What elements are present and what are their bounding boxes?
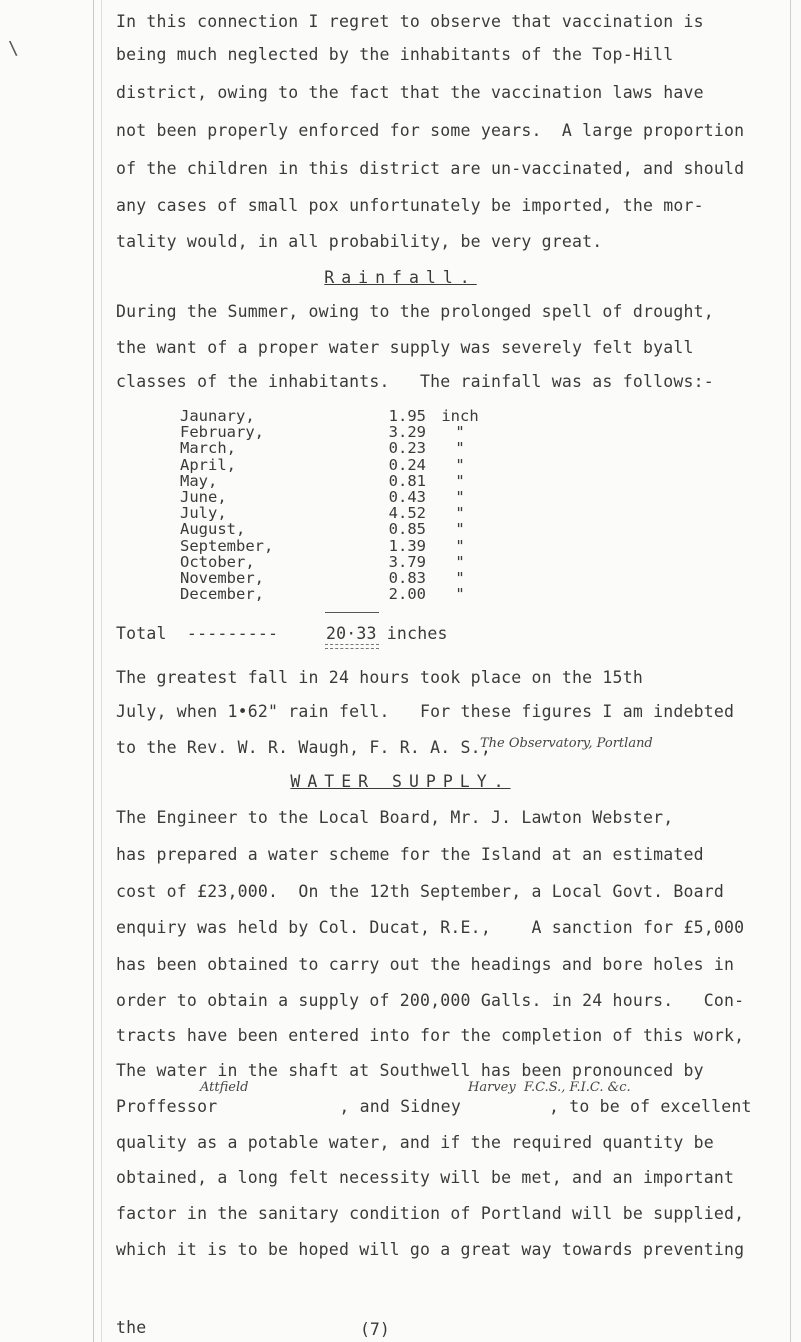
right-edge-rule: [790, 0, 791, 1342]
rainfall-month: September,: [180, 536, 274, 555]
rainfall-value: 1.95: [388, 407, 426, 426]
text-line: the: [116, 1318, 147, 1337]
rainfall-value: 0.85: [388, 520, 426, 539]
rainfall-unit: ": [455, 568, 465, 587]
rainfall-unit: ": [455, 520, 465, 539]
rainfall-row: [180, 538, 490, 554]
rainfall-row: [180, 457, 490, 473]
handwritten-name-attfield: Attfield: [200, 1080, 249, 1095]
text-line: quality as a potable water, and if the required quantity be: [116, 1133, 714, 1152]
rainfall-row: [180, 440, 490, 456]
handwritten-annotation: The Observatory, Portland: [480, 736, 653, 751]
text-line: to the Rev. W. R. Waugh, F. R. A. S.,: [116, 738, 491, 757]
margin-rule: [93, 0, 94, 1342]
text-line: obtained, a long felt necessity will be met, and an important: [116, 1168, 735, 1187]
handwritten-name-harvey: Harvey F.C.S., F.I.C. &c.: [468, 1080, 631, 1095]
rainfall-row: [180, 521, 490, 537]
rainfall-unit: ": [455, 488, 465, 507]
rainfall-unit: ": [455, 504, 465, 523]
text-line: The Engineer to the Local Board, Mr. J. Lawton Webster,: [116, 808, 674, 827]
text-line: Proffessor , and Sidney , to be of excellent: [116, 1097, 752, 1116]
rainfall-row: [180, 505, 490, 521]
rainfall-month: February,: [180, 423, 264, 442]
rainfall-unit: ": [455, 439, 465, 458]
text-line: has been obtained to carry out the headings and bore holes in: [116, 955, 735, 974]
total-label: Total ---------: [116, 624, 279, 643]
text-line: has prepared a water scheme for the Island at an estimated: [116, 845, 704, 864]
text-line: tality would, in all probability, be very great.: [116, 232, 603, 251]
rainfall-month: November,: [180, 568, 264, 587]
rainfall-month: August,: [180, 520, 246, 539]
text-line: classes of the inhabitants. The rainfall was as follows:-: [116, 372, 714, 391]
rainfall-month: June,: [180, 488, 227, 507]
water-supply-heading: WATER SUPPLY.: [290, 772, 511, 791]
rainfall-unit: ": [455, 423, 465, 442]
rainfall-unit: ": [455, 536, 465, 555]
rainfall-row: [180, 408, 490, 424]
text-line: being much neglected by the inhabitants of the Top-Hill: [116, 45, 674, 64]
rainfall-month: December,: [180, 585, 264, 604]
text-line: of the children in this district are un-vaccinated, and should: [116, 159, 745, 178]
text-line: cost of £23,000. On the 12th September, a Local Govt. Board: [116, 882, 725, 901]
text-line: any cases of small pox unfortunately be imported, the mor-: [116, 196, 704, 215]
text-line: The greatest fall in 24 hours took place on the 15th: [116, 668, 643, 687]
rainfall-month: July,: [180, 504, 227, 523]
rainfall-unit: ": [455, 471, 465, 490]
rainfall-value: 0.24: [388, 455, 426, 474]
rainfall-value: 0.23: [388, 439, 426, 458]
margin-rule-inner: [101, 0, 102, 1342]
rainfall-unit: ": [455, 455, 465, 474]
rainfall-value: 1.39: [388, 536, 426, 555]
rainfall-row: [180, 489, 490, 505]
total-value: 20·33 inches: [326, 624, 448, 643]
rainfall-value: 3.79: [388, 552, 426, 571]
rainfall-unit: inch: [441, 407, 479, 426]
rainfall-row: [180, 424, 490, 440]
rainfall-unit: ": [455, 552, 465, 571]
text-line: enquiry was held by Col. Ducat, R.E., A sanction for £5,000: [116, 918, 745, 937]
stray-mark: \: [8, 38, 19, 59]
rainfall-value: 4.52: [388, 504, 426, 523]
page-number: (7): [360, 1320, 390, 1339]
text-line: During the Summer, owing to the prolonged spell of drought,: [116, 302, 714, 321]
text-line: The water in the shaft at Southwell has been pronounced by: [116, 1061, 704, 1080]
rainfall-unit: ": [455, 585, 465, 604]
text-line: district, owing to the fact that the vaccination laws have: [116, 83, 704, 102]
total-rule: [325, 612, 379, 613]
rainfall-row: [180, 473, 490, 489]
text-line: order to obtain a supply of 200,000 Galls. in 24 hours. Con-: [116, 991, 745, 1010]
text-line: factor in the sanitary condition of Portland will be supplied,: [116, 1204, 745, 1223]
rainfall-heading: Rainfall.: [324, 268, 477, 287]
rainfall-value: 3.29: [388, 423, 426, 442]
text-line: July, when 1•62" rain fell. For these figures I am indebted: [116, 702, 735, 721]
rainfall-value: 0.83: [388, 568, 426, 587]
rainfall-table: [180, 408, 490, 602]
text-line: tracts have been entered into for the completion of this work,: [116, 1026, 745, 1045]
rainfall-month: April,: [180, 455, 236, 474]
text-line: which it is to be hoped will go a great way towards preventing: [116, 1240, 745, 1259]
rainfall-month: March,: [180, 439, 236, 458]
rainfall-value: 0.43: [388, 488, 426, 507]
text-line: not been properly enforced for some years. A large proportion: [116, 121, 745, 140]
rainfall-row: [180, 554, 490, 570]
rainfall-month: Jaunary,: [180, 407, 255, 426]
text-line: the want of a proper water supply was severely felt byall: [116, 338, 694, 357]
text-line: In this connection I regret to observe that vaccination is: [116, 12, 704, 31]
rainfall-month: October,: [180, 552, 255, 571]
rainfall-row: [180, 586, 490, 602]
rainfall-month: May,: [180, 471, 218, 490]
rainfall-value: 2.00: [388, 585, 426, 604]
total-double-rule: [325, 644, 379, 649]
rainfall-value: 0.81: [388, 471, 426, 490]
rainfall-row: [180, 570, 490, 586]
